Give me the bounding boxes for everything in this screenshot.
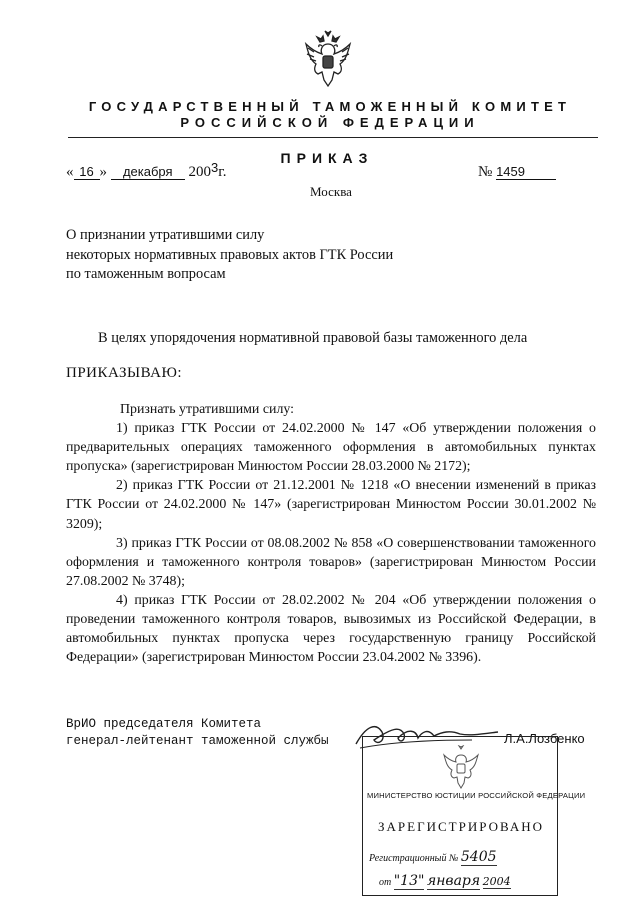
orders-heading: ПРИКАЗЫВАЮ:: [66, 365, 183, 381]
body-item: 1) приказ ГТК России от 24.02.2000 № 147 «Об утверждении положения о предварительных операциях таможенного оформления в автомобильных пунктах пропуска» (зарегистрирован Минюстом России 28.03.2000 № 2172);: [66, 421, 596, 475]
stamp-date-day: "13": [393, 873, 425, 889]
order-date: [66, 160, 227, 181]
stamp-reg-number: [369, 849, 497, 865]
date-open-quote: «: [66, 164, 74, 180]
stamp-reg-date: [379, 873, 511, 889]
order-title: ПРИКАЗ: [280, 150, 374, 166]
subject-line: некоторых нормативных правовых актов ГТК России: [66, 246, 394, 263]
stamp-ministry: МИНИСТЕРСТВО ЮСТИЦИИ РОССИЙСКОЙ ФЕДЕРАЦИИ: [367, 791, 586, 800]
signatory-position-line2: генерал-лейтенант таможенной службы: [66, 734, 329, 748]
header-divider: [68, 137, 598, 138]
signatory-position-line1: ВрИО председателя Комитета: [66, 717, 262, 731]
order-subject: [66, 226, 393, 285]
body-item: 2) приказ ГТК России от 21.12.2001 № 1218 «О внесении изменений в приказ ГТК России от 24.02.2000 № 147» (зарегистрирован Минюстом России 30.01.2002 № 3209);: [66, 478, 596, 532]
subject-line: О признании утратившими силу: [66, 227, 265, 243]
stamp-date-prefix: от: [379, 877, 392, 888]
stamp-emblem-icon: [441, 745, 481, 791]
date-year-digit: 3: [211, 160, 219, 175]
body-item: 3) приказ ГТК России от 08.08.2002 № 858 «О совершенствовании таможенного оформления и таможенного контроля товаров» (зарегистрирован Минюстом России 27.08.2002 № 3748);: [66, 535, 596, 589]
stamp-reg-number-label: Регистрационный №: [369, 853, 459, 864]
number-label: №: [478, 164, 493, 180]
signatory-name: Л.А.Лозбенко: [504, 731, 585, 746]
order-city: Москва: [310, 184, 352, 199]
order-number: [478, 164, 556, 181]
number-value: 1459: [496, 164, 556, 180]
date-year-prefix: 200: [188, 164, 211, 180]
organization-name-line1: ГОСУДАРСТВЕННЫЙ ТАМОЖЕННЫЙ КОМИТЕТ: [88, 99, 572, 114]
date-close-quote: »: [99, 164, 107, 180]
stamp-date-year: 2004: [482, 875, 511, 888]
order-body: [66, 400, 596, 667]
stamp-date-month: января: [426, 873, 481, 889]
body-item: 4) приказ ГТК России от 28.02.2002 № 204 «Об утверждении положения о проведении таможенного контроля товаров, вывозимых из Российской Федерации, в автомобильных пунктах пропуска через государственную границу Российской Федерации» (зарегистрирован Минюстом России 23.04.2002 № 3396).: [66, 592, 596, 666]
signatory-position: [66, 716, 329, 750]
subject-line: по таможенным вопросам: [66, 266, 226, 282]
coat-of-arms-emblem: [302, 30, 354, 88]
date-year-suffix: г.: [218, 164, 227, 180]
date-month: декабря: [111, 164, 185, 180]
body-intro: Признать утратившими силу:: [120, 402, 294, 417]
stamp-reg-number-value: 5405: [460, 849, 497, 865]
preamble-text: В целях упорядочения нормативной правовой базы таможенного дела: [98, 330, 528, 346]
stamp-registered: ЗАРЕГИСТРИРОВАНО: [378, 819, 544, 834]
date-day: 16: [74, 164, 100, 180]
organization-name-line2: РОССИЙСКОЙ ФЕДЕРАЦИИ: [180, 115, 480, 130]
